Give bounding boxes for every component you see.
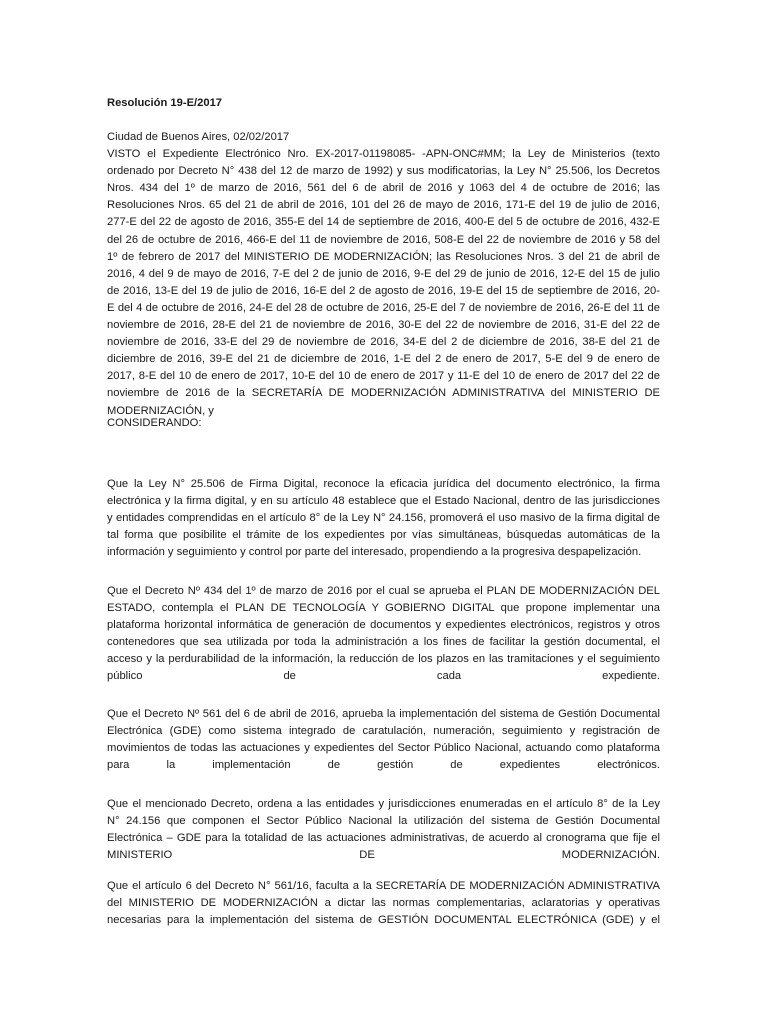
text-line: diciembre de 2016, 39-E del 21 de diciembre de 2016, 1-E del 2 de enero de 2017, 5-E del 9 de enero de xyxy=(107,353,660,366)
text-line: Que el mencionado Decreto, ordena a las entidades y jurisdicciones enumeradas en el artículo 8° de la Ley xyxy=(107,798,660,810)
text-line: del 26 de octubre de 2016, 466-E del 11 de noviembre de 2016, 508-E del 22 de noviembre de 2016 y 58 del xyxy=(107,233,660,246)
text-line: Electrónica – GDE para la totalidad de las actuaciones administrativas, de acuerdo al cronograma que fije el xyxy=(107,832,660,845)
considerando-heading-text: CONSIDERANDO: xyxy=(107,417,202,429)
paragraph-decreto-434 xyxy=(107,583,660,686)
paragraph-articulo-6 xyxy=(107,878,660,929)
text-line: acceso y la perdurabilidad de la información, la reducción de los plazos en las tramitaciones y el seguimiento xyxy=(107,653,660,666)
text-line: electrónica y la firma digital, y en su artículo 48 establece que el Estado Nacional, dentro de las jurisdicciones xyxy=(107,495,660,508)
text-line: del MINISTERIO DE MODERNIZACIÓN a dictar las normas complementarias, aclaratorias y operativas xyxy=(107,897,660,910)
text-line: y entidades comprendidas en el artículo 8° de la Ley N° 24.156, promoverá el uso masivo de la firma digital de xyxy=(107,512,660,525)
visto-paragraph xyxy=(107,129,660,420)
text-line: VISTO el Expediente Electrónico Nro. EX-2017-01198085- -APN-ONC#MM; la Ley de Ministerios (texto xyxy=(107,148,660,161)
text-line: noviembre de 2016, 28-E del 21 de noviembre de 2016, 30-E del 22 de noviembre de 2016, 31-E del 22 de xyxy=(107,319,660,332)
text-line: ordenado por Decreto N° 438 del 12 de marzo de 1992) y sus modificatorias, la Ley N° 25.506, los Decretos xyxy=(107,165,660,178)
paragraph-decreto-561 xyxy=(107,706,660,774)
text-line: información y seguimiento y control por parte del interesado, propendiendo a la progresiva despapelización. xyxy=(107,546,642,559)
text-line: MODERNIZACIÓN, y xyxy=(107,404,214,417)
text-line: Que el Decreto Nº 561 del 6 de abril de 2016, aprueba la implementación del sistema de Gestión Documental xyxy=(107,708,660,720)
text-line: para la implementación de gestión de expedientes electrónicos. xyxy=(107,759,660,772)
document-title: Resolución 19-E/2017 xyxy=(107,97,223,109)
paragraph-mencionado-decreto xyxy=(107,796,660,864)
text-line: E del 4 de octubre de 2016, 24-E del 28 de octubre de 2016, 25-E del 7 de noviembre de 2016, 26-E del 11 de xyxy=(107,301,660,314)
text-line: necesarias para la implementación del sistema de GESTIÓN DOCUMENTAL ELECTRÓNICA (GDE) y el xyxy=(107,914,660,927)
text-line: 2017, 8-E del 10 de enero de 2017, 10-E del 10 de enero de 2017 y 11-E del 10 de enero de 2017 del 22 de xyxy=(107,370,660,383)
text-line: 2016, 4 del 9 de mayo de 2016, 7-E del 2 de junio de 2016, 9-E del 29 de junio de 2016, 12-E del 15 de julio xyxy=(107,267,660,280)
text-line: MINISTERIO DE MODERNIZACIÓN. xyxy=(107,849,660,862)
text-line: noviembre de 2016 de la SECRETARÍA DE MODERNIZACIÓN ADMINISTRATIVA del MINISTERIO DE xyxy=(107,387,660,400)
text-line: movimientos de todas las actuaciones y expedientes del Sector Público Nacional, actuando como plataforma xyxy=(107,742,660,755)
text-line: Ciudad de Buenos Aires, 02/02/2017 xyxy=(107,131,290,143)
text-line: 1º de febrero de 2017 del MINISTERIO DE MODERNIZACIÓN; las Resoluciones Nros. 3 del 21 de abril de xyxy=(107,250,660,263)
text-line: contenedores que sea utilizada por toda la administración a los fines de facilitar la gestión documental, el xyxy=(107,636,660,649)
considerando-heading xyxy=(107,415,660,432)
text-line: Que el artículo 6 del Decreto N° 561/16, faculta a la SECRETARÍA DE MODERNIZACIÓN ADMINISTRATIVA xyxy=(107,880,660,892)
text-line: ESTADO, contempla el PLAN DE TECNOLOGÍA Y GOBIERNO DIGITAL que propone implementar una xyxy=(107,602,660,615)
text-line: Resoluciones Nros. 65 del 21 de abril de 2016, 101 del 26 de mayo de 2016, 171-E del 19 de julio de 2016, xyxy=(107,199,660,212)
text-line: Electrónica (GDE) como sistema integrado de caratulación, numeración, seguimiento y registración de xyxy=(107,725,660,738)
text-line: plataforma horizontal informática de generación de documentos y expedientes electrónicos, registros y otros xyxy=(107,619,660,632)
text-line: de 2016, 13-E del 19 de julio de 2016, 16-E del 2 de agosto de 2016, 19-E del 15 de septiembre de 2016, 20- xyxy=(107,284,660,297)
text-line: Nros. 434 del 1º de marzo de 2016, 561 del 6 de abril de 2016 y 1063 del 4 de octubre de 2016; las xyxy=(107,182,660,195)
text-line: Que el Decreto Nº 434 del 1º de marzo de 2016 por el cual se aprueba el PLAN DE MODERNIZACIÓN DEL xyxy=(107,585,660,597)
text-line: noviembre de 2016, 33-E del 29 de noviembre de 2016, 34-E del 2 de diciembre de 2016, 38-E del 21 de xyxy=(107,336,660,349)
text-line: público de cada expediente. xyxy=(107,670,660,683)
text-line: tal forma que posibilite el trámite de los expedientes por vías simultáneas, búsquedas automáticas de la xyxy=(107,529,660,542)
text-line: 277-E del 22 de agosto de 2016, 355-E del 14 de septiembre de 2016, 400-E del 5 de octubre de 2016, 432-E xyxy=(107,216,660,229)
paragraph-firma-digital xyxy=(107,476,660,561)
text-line: N° 24.156 que componen el Sector Público Nacional la utilización del sistema de Gestión Documental xyxy=(107,815,660,828)
text-line: Que la Ley N° 25.506 de Firma Digital, reconoce la eficacia jurídica del documento electrónico, la firma xyxy=(107,478,660,490)
